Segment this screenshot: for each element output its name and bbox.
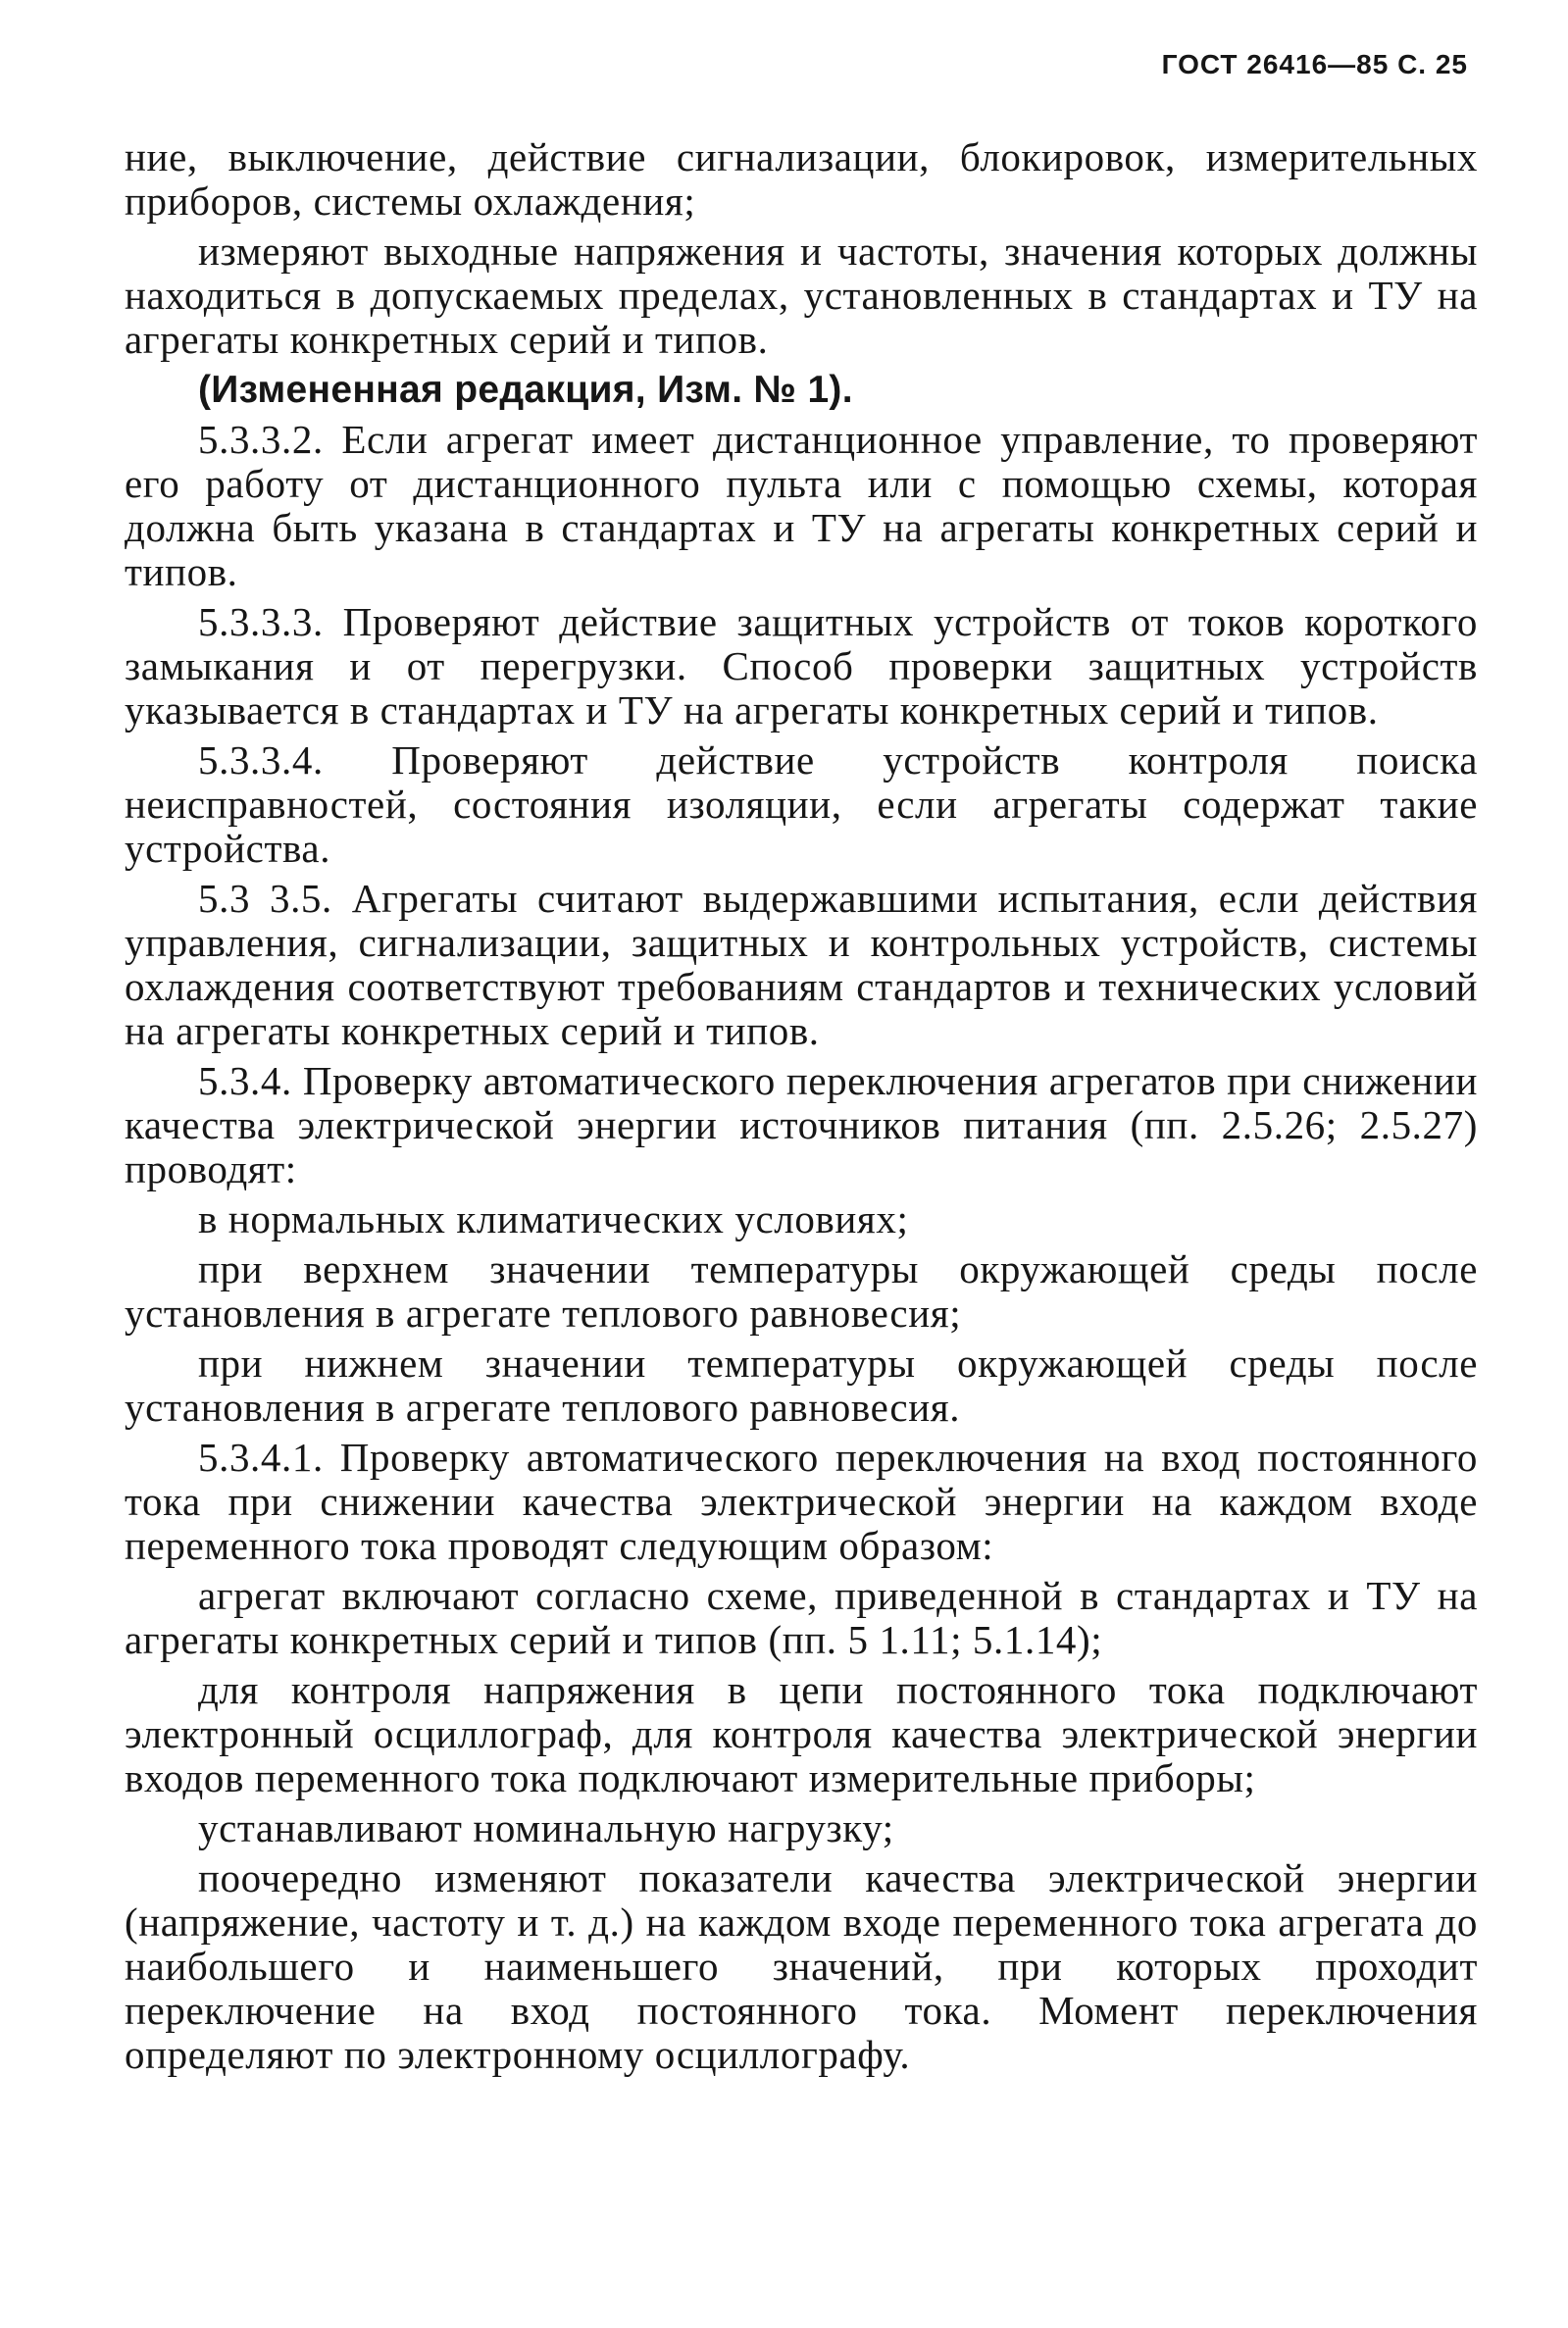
clause-5-3-3-5: 5.3 3.5. Агрегаты считают выдержавшими испытания, если действия управления, сигнализации, защитных и контрольных устройств, системы охлаждения соответствуют требованиям стандартов и технических условий на агрегаты конкретных серий и типов. — [125, 876, 1478, 1053]
paragraph-continuation: ние, выключение, действие сигнализации, блокировок, измерительных приборов, системы охлаждения; — [125, 134, 1478, 224]
list-item-normal-conditions: в нормальных климатических условиях; — [198, 1196, 909, 1241]
clause-5-3-3-4: 5.3.3.4. Проверяют действие устройств контроля поиска неисправностей, состояния изоляции, если агрегаты содержат такие устройства. — [125, 737, 1478, 871]
paragraph-output-measurement: измеряют выходные напряжения и частоты, значения которых должны находиться в допускаемых пределах, установленных в стандартах и ТУ на агрегаты конкретных серий и типов. — [125, 228, 1478, 362]
step-set-load: устанавливают номинальную нагрузку; — [198, 1805, 894, 1850]
step-connect-instruments: для контроля напряжения в цепи постоянного тока подключают электронный осциллограф, для контроля качества электрической энергии входов переменного тока подключают измерительные приборы; — [125, 1667, 1478, 1800]
clause-5-3-3-2: 5.3.3.2. Если агрегат имеет дистанционное управление, то проверяют его работу от дистанционного пульта или с помощью схемы, которая должна быть указана в стандартах и ТУ на агрегаты конкретных серий и типов. — [125, 417, 1478, 594]
step-vary-parameters: поочередно изменяют показатели качества электрической энергии (напряжение, частоту и т. д.) на каждом входе переменного тока агрегата до наибольшего и наименьшего значений, при которых проходит переключение на вход постоянного тока. Момент переключения определяют по электронному осциллографу. — [125, 1855, 1478, 2077]
list-item-lower-temperature: при нижнем значении температуры окружающей среды после установления в агрегате теплового равновесия. — [125, 1341, 1478, 1430]
clause-5-3-4-1: 5.3.4.1. Проверку автоматического переключения на вход постоянного тока при снижении качества электрической энергии на каждом входе переменного тока проводят следующим образом: — [125, 1435, 1478, 1568]
clause-5-3-3-3: 5.3.3.3. Проверяют действие защитных устройств от токов короткого замыкания и от перегрузки. Способ проверки защитных устройств указывается в стандартах и ТУ на агрегаты конкретных серий и типов. — [125, 599, 1478, 733]
list-item-upper-temperature: при верхнем значении температуры окружающей среды после установления в агрегате теплового равновесия; — [125, 1246, 1478, 1336]
step-connect-unit: агрегат включают согласно схеме, приведенной в стандартах и ТУ на агрегаты конкретных серий и типов (пп. 5 1.11; 5.1.14); — [125, 1573, 1478, 1662]
body-text — [125, 135, 1478, 2083]
amendment-note: (Измененная редакция, Изм. № 1). — [198, 369, 853, 411]
page-header: ГОСТ 26416—85 С. 25 — [1161, 49, 1468, 79]
clause-5-3-4: 5.3.4. Проверку автоматического переключения агрегатов при снижении качества электрической энергии источников питания (пп. 2.5.26; 2.5.27) проводят: — [125, 1058, 1478, 1191]
